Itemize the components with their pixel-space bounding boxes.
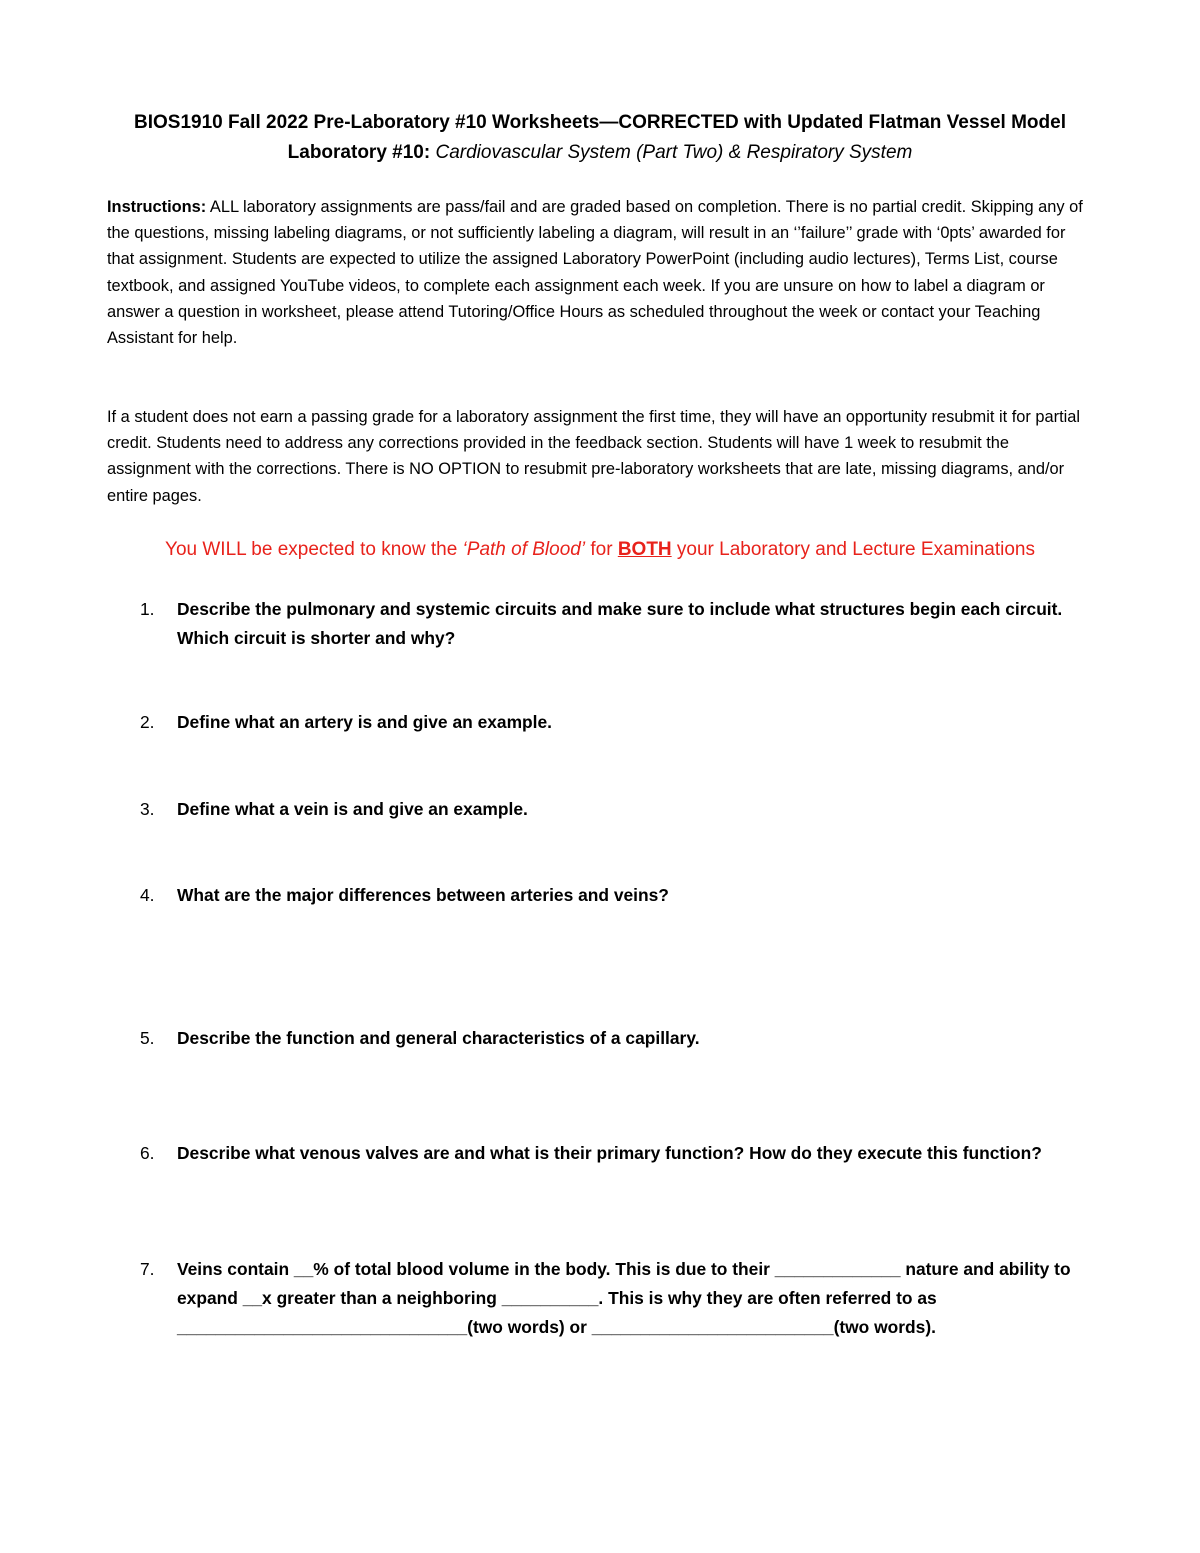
- question-number: 1.: [140, 599, 155, 619]
- question-number: 7.: [140, 1259, 155, 1279]
- question-text: Define what an artery is and give an example.: [177, 712, 553, 732]
- instructions-lead: Instructions:: [107, 198, 207, 216]
- path-of-blood-notice: [0, 535, 1200, 565]
- question-3: [140, 795, 1080, 824]
- question-number: 4.: [140, 885, 155, 905]
- document-header: [0, 108, 1200, 168]
- notice-strong: BOTH: [617, 539, 672, 560]
- question-text: Veins contain __% of total blood volume in the body. This is due to their _____________ nature and ability to expand __x greater than a neighboring __________. This is why they are often referred to as ______________________________(two words) or _________________________(two words).: [177, 1259, 1071, 1337]
- question-1: [140, 595, 1080, 653]
- question-2: [140, 708, 1080, 737]
- lab-subtitle: [0, 138, 1200, 168]
- question-number: 5.: [140, 1028, 155, 1048]
- question-number: 6.: [140, 1143, 155, 1163]
- notice-emphasis: ‘Path of Blood’: [462, 539, 586, 560]
- question-4: [140, 881, 1080, 910]
- instructions-paragraph: [107, 194, 1097, 351]
- instructions-body: ALL laboratory assignments are pass/fail and are graded based on completion. There is no partial credit. Skipping any of the questions, missing labeling diagrams, or not sufficiently labeling a diagram, will result in an ‘’failure’’ grade with ‘0pts’ awarded for that assignment. Students are expected to utilize the assigned Laboratory PowerPoint (including audio lectures), Terms List, course textbook, and assigned YouTube videos, to complete each assignment each week. If you are unsure on how to label a diagram or answer a question in worksheet, please attend Tutoring/Office Hours as scheduled throughout the week or contact your Teaching Assistant for help.: [107, 198, 1083, 348]
- lab-label: Laboratory #10:: [287, 142, 431, 163]
- question-5: [140, 1024, 1080, 1053]
- question-text: Describe what venous valves are and what is their primary function? How do they execute this function?: [177, 1143, 1042, 1163]
- question-7: [140, 1255, 1080, 1342]
- notice-part3: your Laboratory and Lecture Examinations: [671, 539, 1035, 560]
- notice-part1: You WILL be expected to know the: [165, 539, 463, 560]
- question-6: [140, 1139, 1080, 1168]
- question-number: 3.: [140, 799, 155, 819]
- notice-part2: for: [585, 539, 618, 560]
- question-text: What are the major differences between arteries and veins?: [177, 885, 669, 905]
- question-number: 2.: [140, 712, 155, 732]
- question-text: Describe the pulmonary and systemic circuits and make sure to include what structures begin each circuit. Which circuit is shorter and why?: [177, 599, 1063, 648]
- lab-topic: Cardiovascular System (Part Two) & Respiratory System: [435, 142, 913, 163]
- question-text: Define what a vein is and give an example.: [177, 799, 528, 819]
- question-text: Describe the function and general characteristics of a capillary.: [177, 1028, 700, 1048]
- document-title: BIOS1910 Fall 2022 Pre-Laboratory #10 Worksheets—CORRECTED with Updated Flatman Vessel Model: [134, 112, 1066, 133]
- resubmit-paragraph: If a student does not earn a passing grade for a laboratory assignment the first time, they will have an opportunity resubmit it for partial credit. Students need to address any corrections provided in the feedback section. Students will have 1 week to resubmit the assignment with the corrections. There is NO OPTION to resubmit pre-laboratory worksheets that are late, missing diagrams, and/or entire pages.: [107, 408, 1081, 505]
